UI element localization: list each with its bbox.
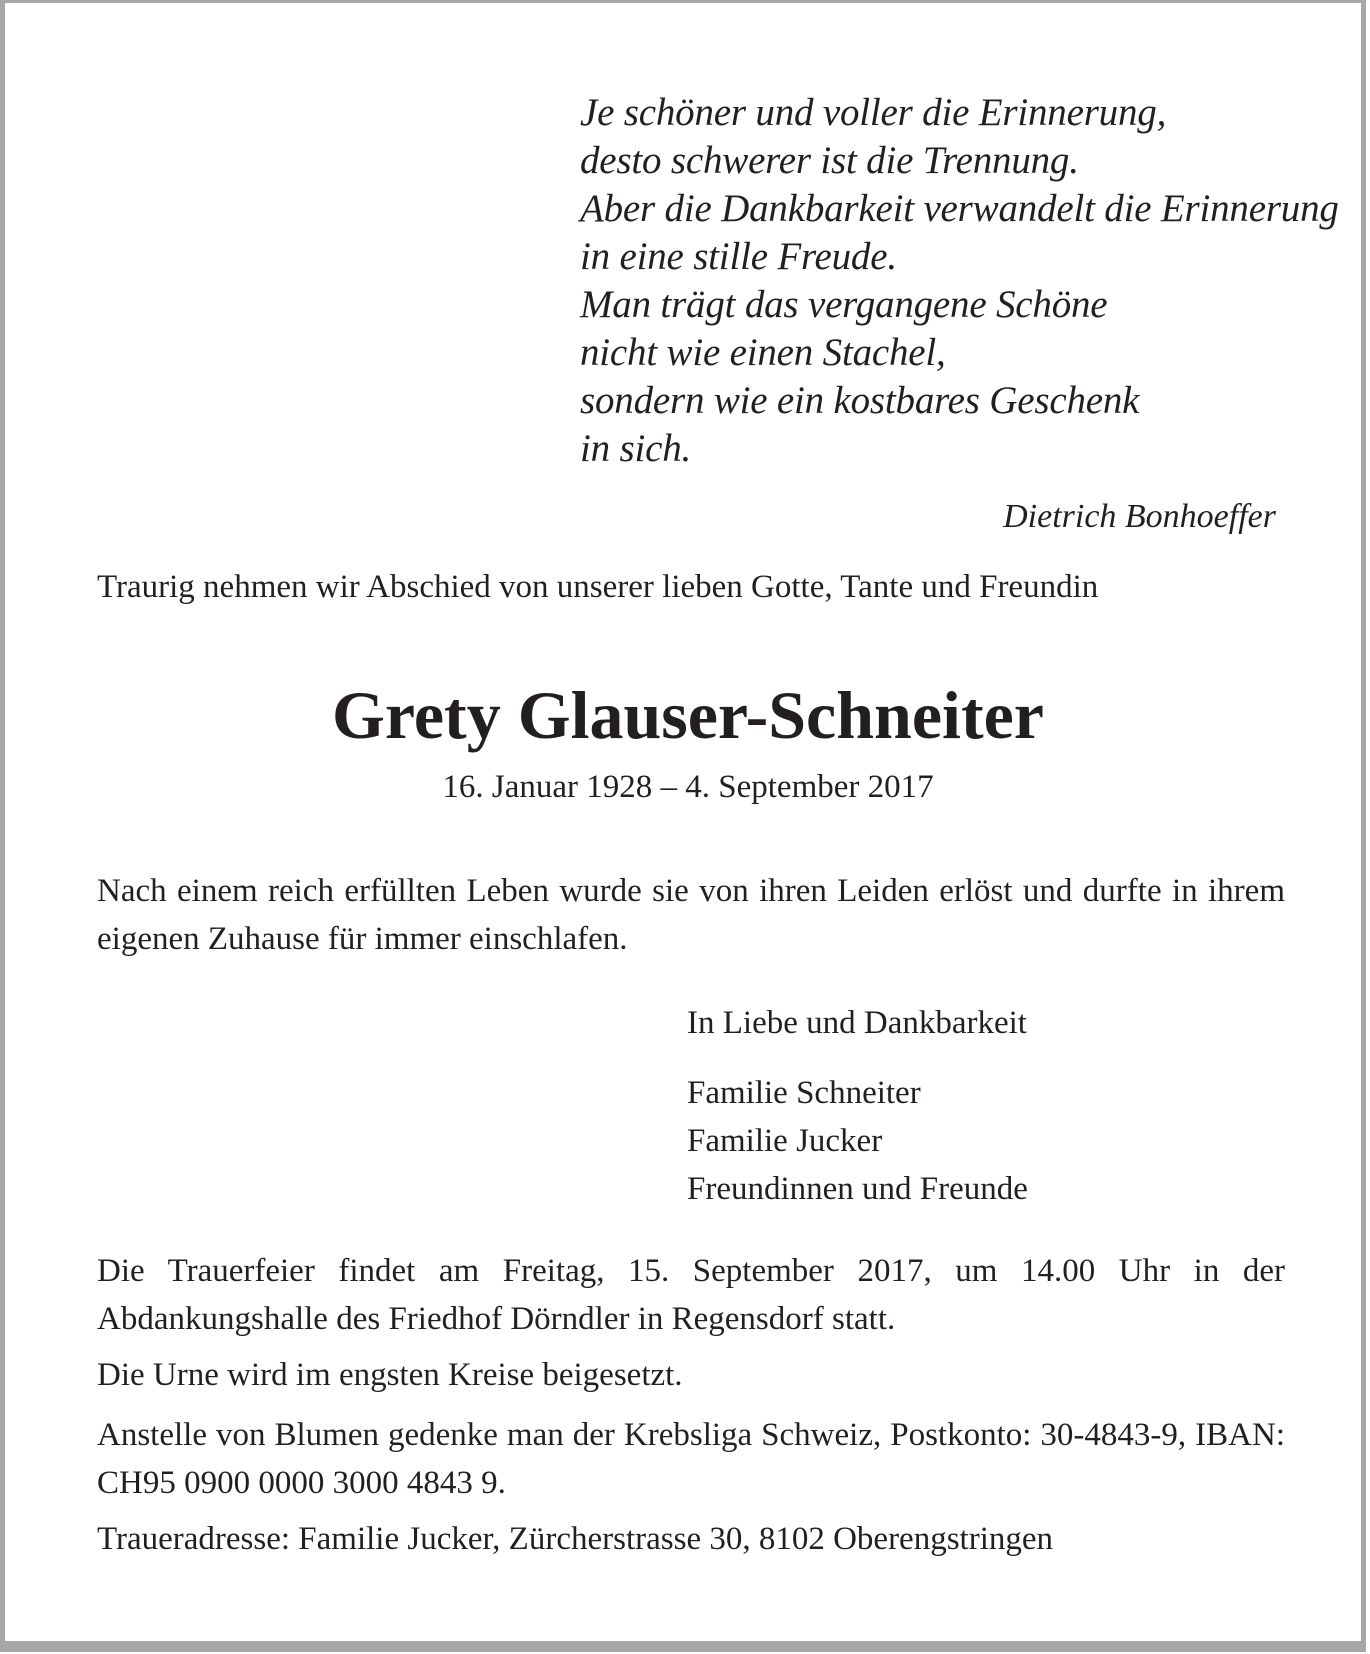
- urn-paragraph: Die Urne wird im engsten Kreise beigesetzt.: [97, 1357, 683, 1393]
- signoff: In Liebe und Dankbarkeit: [687, 1005, 1027, 1041]
- donation-paragraph: Anstelle von Blumen gedenke man der Krebsliga Schweiz, Postkonto: 30-4843-9, IBAN: CH95 0900 0000 3000 4843 9.: [97, 1417, 1285, 1501]
- deceased-name: Grety Glauser-Schneiter: [332, 677, 1044, 753]
- signer: Familie Schneiter: [687, 1075, 921, 1111]
- message-paragraph: Nach einem reich erfüllten Leben wurde sie von ihren Leiden erlöst und durfte in ihrem eigenen Zuhause für immer einschlafen.: [97, 873, 1285, 957]
- poem-author: Dietrich Bonhoeffer: [1003, 498, 1276, 535]
- life-dates: 16. Januar 1928 – 4. September 2017: [442, 769, 934, 805]
- poem-line: in eine stille Freude.: [580, 235, 897, 278]
- poem-line: Je schöner und voller die Erinnerung,: [580, 91, 1167, 134]
- poem-line: Man trägt das vergangene Schöne: [580, 283, 1108, 326]
- poem-line: nicht wie einen Stachel,: [580, 331, 946, 374]
- ceremony-paragraph: Die Trauerfeier findet am Freitag, 15. September 2017, um 14.00 Uhr in der Abdankungshalle des Friedhof Dörndler in Regensdorf statt.: [97, 1253, 1285, 1337]
- signer: Freundinnen und Freunde: [687, 1171, 1028, 1207]
- intro-text: Traurig nehmen wir Abschied von unserer lieben Gotte, Tante und Freundin: [97, 569, 1099, 605]
- poem: [580, 89, 1339, 473]
- mourning-address: Traueradresse: Familie Jucker, Zürcherstrasse 30, 8102 Oberengstringen: [97, 1521, 1054, 1557]
- poem-line: Aber die Dankbarkeit verwandelt die Erinnerung: [580, 187, 1339, 230]
- signer: Familie Jucker: [687, 1123, 883, 1159]
- signers-list: [687, 1069, 1028, 1213]
- poem-line: desto schwerer ist die Trennung.: [580, 139, 1079, 182]
- poem-line: sondern wie ein kostbares Geschenk: [580, 379, 1140, 422]
- poem-line: in sich.: [580, 427, 692, 470]
